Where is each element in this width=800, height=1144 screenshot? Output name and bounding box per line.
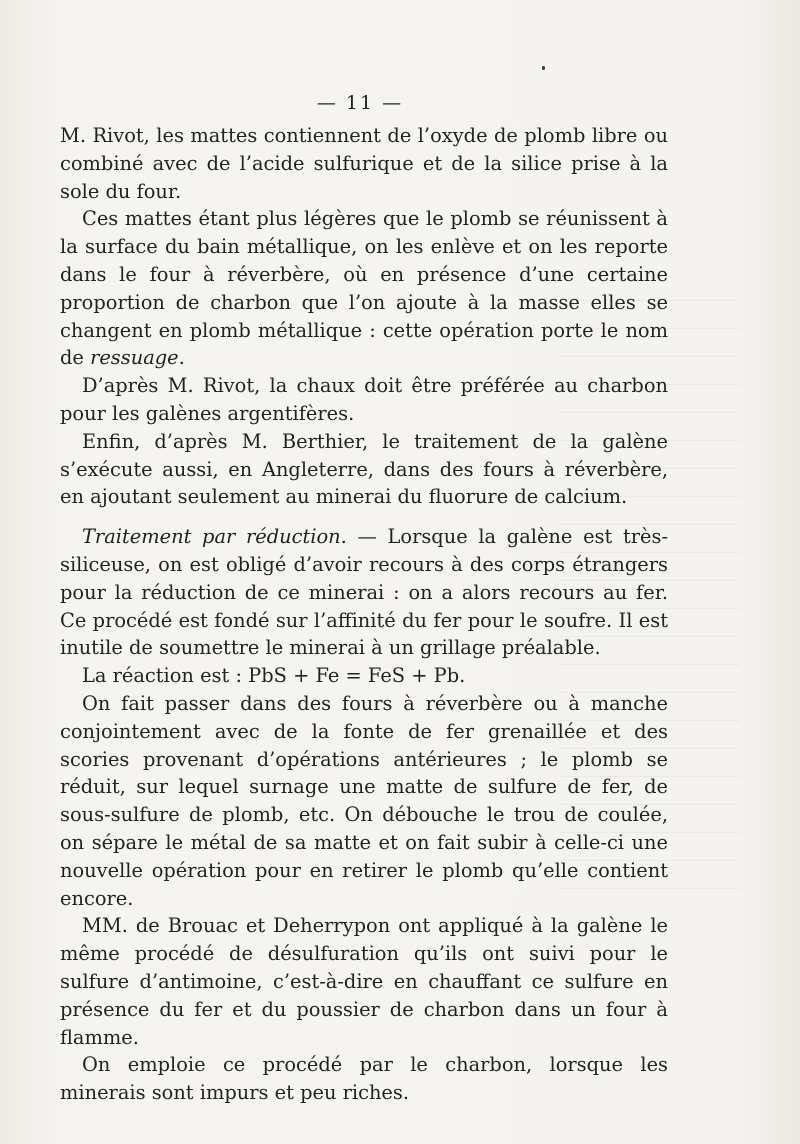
paragraph-2 xyxy=(60,205,668,372)
section-heading-italic: Traitement par réduction. xyxy=(82,525,347,549)
paragraph-2-italic-term: ressuage xyxy=(90,346,179,370)
paragraph-7 xyxy=(60,690,668,912)
page-number: — 11 — xyxy=(316,92,404,114)
paragraph-8-text: MM. de Brouac et Deherrypon ont appliqué à la galène le même procédé de désulfuration qu’ils ont suivi pour le sulfure d’antimoine, c’est-à-dire en chauffant ce sulfure en présence du fer et du poussier de charbon dans un four à flamme. xyxy=(60,914,668,1049)
paragraph-4 xyxy=(60,428,668,511)
paragraph-2-tail: . xyxy=(178,346,185,370)
paragraph-9-text: On emploie ce procédé par le charbon, lorsque les minerais sont impurs et peu riches. xyxy=(60,1053,668,1105)
body-text xyxy=(60,122,668,1107)
paragraph-5 xyxy=(60,523,668,662)
paragraph-9 xyxy=(60,1051,668,1107)
paragraph-3 xyxy=(60,372,668,428)
ink-speck xyxy=(542,66,545,70)
paragraph-6-text: La réaction est : PbS + Fe = FeS + Pb. xyxy=(82,664,466,688)
paragraph-3-text: D’après M. Rivot, la chaux doit être préférée au charbon pour les galènes argentifères. xyxy=(60,374,668,425)
paragraph-2-text: Ces mattes étant plus légères que le plomb se réunissent à la surface du bain métallique, on les enlève et on les reporte dans le four à réverbère, où en présence d’une certaine proportion de charbon que l’on ajoute à la masse elles se changent en plomb métallique : cette opération porte le nom de xyxy=(60,207,668,370)
paragraph-4-text: Enfin, d’après M. Berthier, le traitement de la galène s’exécute aussi, en Angleterre, dans des fours à réverbère, en ajoutant seulement au minerai du fluorure de calcium. xyxy=(60,429,668,509)
paragraph-1-text: M. Rivot, les mattes contiennent de l’oxyde de plomb libre ou combiné avec de l’acide sulfurique et de la silice prise à la sole du four. xyxy=(60,124,668,203)
paragraph-8 xyxy=(60,912,668,1051)
paragraph-7-text: On fait passer dans des fours à réverbère ou à manche conjointement avec de la fonte de fer grenaillée et des scories provenant d’opérations antérieures ; le plomb se réduit, sur lequel surnage une matte de sulfure de fer, de sous-sulfure de plomb, etc. On débouche le trou de coulée, on sépare le métal de sa matte et on fait subir à celle-ci une nouvelle opération pour en retirer le plomb qu’elle contient encore. xyxy=(60,691,668,910)
paragraph-5-text: — Lorsque la galène est très-siliceuse, on est obligé d’avoir recours à des corps étrangers pour la réduction de ce minerai : on a alors recours au fer. Ce procédé est fondé sur l’affinité du fer pour le soufre. Il est inutile de soumettre le minerai à un grillage préalable. xyxy=(60,525,668,660)
paragraph-1 xyxy=(60,122,668,205)
paragraph-6-reaction xyxy=(60,662,668,690)
